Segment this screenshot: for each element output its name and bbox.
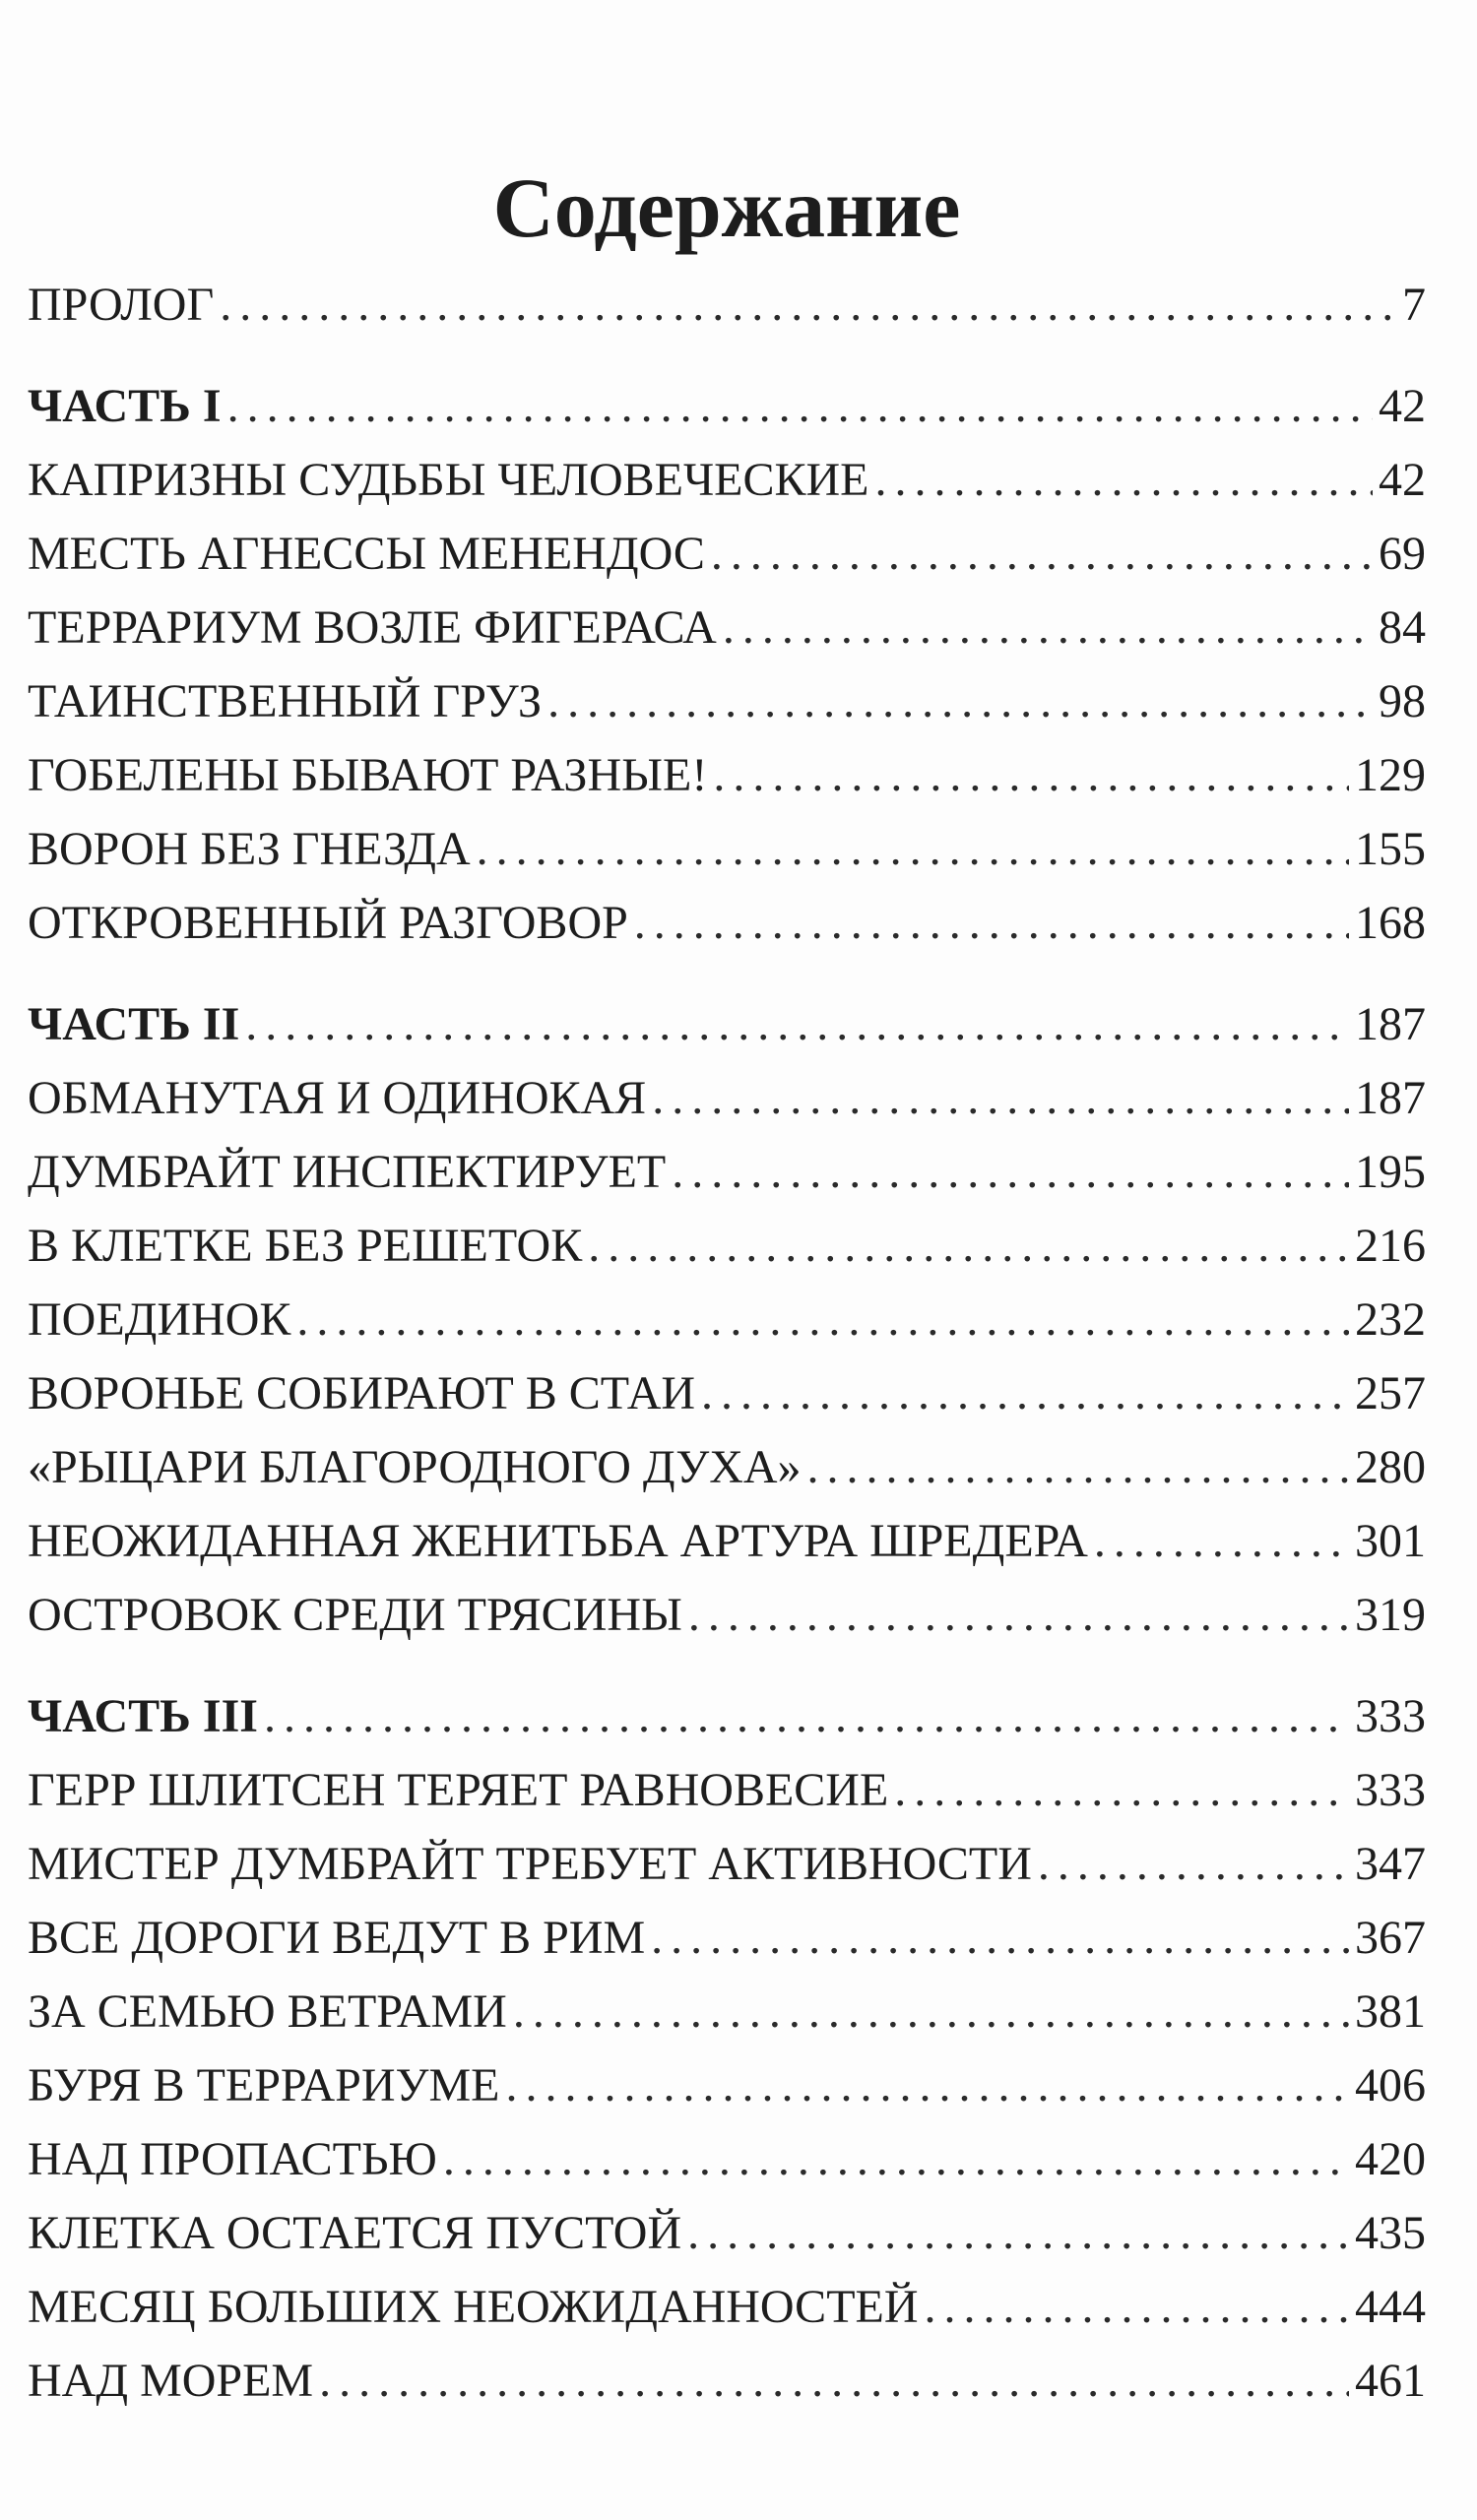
toc-page-number: 301 xyxy=(1355,1515,1426,1567)
dot-leader xyxy=(894,1753,1349,1827)
toc-part-entry xyxy=(28,987,1426,1061)
toc-entry xyxy=(28,1061,1426,1135)
toc-page-number: 435 xyxy=(1355,2207,1426,2259)
toc-entry xyxy=(28,1504,1426,1578)
toc-entry-title: ВОРОН БЕЗ ГНЕЗДА xyxy=(28,823,471,875)
toc-entry xyxy=(28,2048,1426,2122)
dot-leader xyxy=(513,1975,1349,2048)
toc-entry-title: НЕОЖИДАННАЯ ЖЕНИТЬБА АРТУРА ШРЕДЕРА xyxy=(28,1515,1088,1567)
dot-leader xyxy=(1038,1827,1349,1901)
toc-entry-title: ОБМАНУТАЯ И ОДИНОКАЯ xyxy=(28,1072,647,1124)
toc-entry-title: ПРОЛОГ xyxy=(28,279,215,331)
toc-entry-title: НАД ПРОПАСТЬЮ xyxy=(28,2133,437,2185)
dot-leader xyxy=(807,1430,1349,1504)
toc-entry-title: НАД МОРЕМ xyxy=(28,2355,314,2407)
toc-page-number: 232 xyxy=(1355,1293,1426,1346)
toc-page-number: 69 xyxy=(1379,528,1426,580)
toc-entry-title: ДУМБРАЙТ ИНСПЕКТИРУЕТ xyxy=(28,1146,667,1198)
toc-entry-title: ГЕРР ШЛИТСЕН ТЕРЯЕТ РАВНОВЕСИЕ xyxy=(28,1764,889,1816)
toc-entry-title: ЧАСТЬ III xyxy=(28,1690,258,1742)
toc-page-number: 461 xyxy=(1355,2355,1426,2407)
toc-page-number: 155 xyxy=(1355,823,1426,875)
dot-leader xyxy=(713,738,1349,812)
dot-leader xyxy=(477,812,1349,886)
toc-entry xyxy=(28,1356,1426,1430)
toc-entry xyxy=(28,517,1426,591)
dot-leader xyxy=(245,987,1349,1061)
dot-leader xyxy=(651,1901,1349,1975)
toc-entry xyxy=(28,1135,1426,1209)
dot-leader xyxy=(220,268,1396,342)
toc-entry-title: КАПРИЗНЫ СУДЬБЫ ЧЕЛОВЕЧЕСКИЕ xyxy=(28,454,869,506)
toc-part-entry xyxy=(28,1679,1426,1753)
toc-page-number: 129 xyxy=(1355,749,1426,801)
toc-entry-title: ВОРОНЬЕ СОБИРАЮТ В СТАИ xyxy=(28,1367,696,1419)
toc-entry xyxy=(28,2196,1426,2270)
toc-entry xyxy=(28,812,1426,886)
toc-entry-title: МЕСТЬ АГНЕССЫ МЕНЕНДОС xyxy=(28,528,705,580)
toc-page-number: 381 xyxy=(1355,1985,1426,2038)
toc-entry-title: БУРЯ В ТЕРРАРИУМЕ xyxy=(28,2059,500,2111)
dot-leader xyxy=(701,1356,1349,1430)
toc-entry xyxy=(28,2122,1426,2196)
toc-page-number: 280 xyxy=(1355,1441,1426,1493)
toc-entry xyxy=(28,1283,1426,1356)
dot-leader xyxy=(296,1283,1349,1356)
dot-leader xyxy=(1094,1504,1349,1578)
toc-page-number: 420 xyxy=(1355,2133,1426,2185)
toc-entry xyxy=(28,1827,1426,1901)
toc-page-number: 187 xyxy=(1355,1072,1426,1124)
toc-page-number: 333 xyxy=(1355,1690,1426,1742)
toc-entry-title: ОСТРОВОК СРЕДИ ТРЯСИНЫ xyxy=(28,1589,682,1641)
toc-entry xyxy=(28,738,1426,812)
toc-entry-title: ЧАСТЬ I xyxy=(28,380,222,432)
toc-page-number: 257 xyxy=(1355,1367,1426,1419)
toc-page-number: 333 xyxy=(1355,1764,1426,1816)
toc-entry-title: ТАИНСТВЕННЫЙ ГРУЗ xyxy=(28,675,543,727)
toc-entry-title: КЛЕТКА ОСТАЕТСЯ ПУСТОЙ xyxy=(28,2207,682,2259)
toc-page-number: 444 xyxy=(1355,2281,1426,2333)
toc-page-number: 84 xyxy=(1379,601,1426,654)
toc-entry xyxy=(28,1430,1426,1504)
toc-entry xyxy=(28,591,1426,664)
dot-leader xyxy=(505,2048,1349,2122)
book-page xyxy=(28,0,1426,2520)
toc-entry-title: ГОБЕЛЕНЫ БЫВАЮТ РАЗНЫЕ! xyxy=(28,749,708,801)
toc-entry xyxy=(28,443,1426,517)
dot-leader xyxy=(711,517,1373,591)
toc-entry-title: ПОЕДИНОК xyxy=(28,1293,291,1346)
toc-page-number: 406 xyxy=(1355,2059,1426,2111)
dot-leader xyxy=(443,2122,1349,2196)
dot-leader xyxy=(672,1135,1349,1209)
dot-leader xyxy=(319,2344,1349,2418)
toc-entry xyxy=(28,2344,1426,2418)
page-title: Содержание xyxy=(492,159,961,255)
dot-leader xyxy=(634,886,1349,960)
dot-leader xyxy=(687,2196,1349,2270)
toc-page-number: 168 xyxy=(1355,897,1426,949)
toc-entry xyxy=(28,664,1426,738)
toc-entry-title: ВСЕ ДОРОГИ ВЕДУТ В РИМ xyxy=(28,1912,646,1964)
toc-entry xyxy=(28,1753,1426,1827)
toc-entry xyxy=(28,1578,1426,1652)
toc-entry xyxy=(28,1209,1426,1283)
dot-leader xyxy=(688,1578,1349,1652)
dot-leader xyxy=(723,591,1373,664)
dot-leader xyxy=(652,1061,1349,1135)
toc-entry-title: «РЫЦАРИ БЛАГОРОДНОГО ДУХА» xyxy=(28,1441,802,1493)
toc-entry-title: ТЕРРАРИУМ ВОЗЛЕ ФИГЕРАСА xyxy=(28,601,717,654)
toc-entry xyxy=(28,1901,1426,1975)
toc-entry xyxy=(28,2270,1426,2344)
dot-leader xyxy=(925,2270,1350,2344)
toc-page-number: 42 xyxy=(1379,454,1426,506)
dot-leader xyxy=(547,664,1373,738)
toc-page-number: 216 xyxy=(1355,1220,1426,1272)
toc-entry xyxy=(28,1975,1426,2048)
toc-entry-title: МИСТЕР ДУМБРАЙТ ТРЕБУЕТ АКТИВНОСТИ xyxy=(28,1838,1032,1890)
toc-part-entry xyxy=(28,369,1426,443)
toc-entry-title: МЕСЯЦ БОЛЬШИХ НЕОЖИДАННОСТЕЙ xyxy=(28,2281,919,2333)
toc-page-number: 187 xyxy=(1355,998,1426,1050)
toc-page-number: 347 xyxy=(1355,1838,1426,1890)
toc-page-number: 7 xyxy=(1402,279,1426,331)
toc-entry-title: ОТКРОВЕННЫЙ РАЗГОВОР xyxy=(28,897,628,949)
toc-page-number: 195 xyxy=(1355,1146,1426,1198)
toc-entry xyxy=(28,886,1426,960)
toc-page-number: 98 xyxy=(1379,675,1426,727)
toc-entry-title: ЧАСТЬ II xyxy=(28,998,240,1050)
dot-leader xyxy=(264,1679,1349,1753)
toc-page-number: 319 xyxy=(1355,1589,1426,1641)
toc-entry-title: В КЛЕТКЕ БЕЗ РЕШЕТОК xyxy=(28,1220,583,1272)
dot-leader xyxy=(874,443,1373,517)
toc-entry-title: ЗА СЕМЬЮ ВЕТРАМИ xyxy=(28,1985,507,2038)
toc-page-number: 42 xyxy=(1379,380,1426,432)
toc-page-number: 367 xyxy=(1355,1912,1426,1964)
table-of-contents xyxy=(28,268,1426,2418)
dot-leader xyxy=(227,369,1373,443)
dot-leader xyxy=(588,1209,1349,1283)
toc-entry xyxy=(28,268,1426,342)
